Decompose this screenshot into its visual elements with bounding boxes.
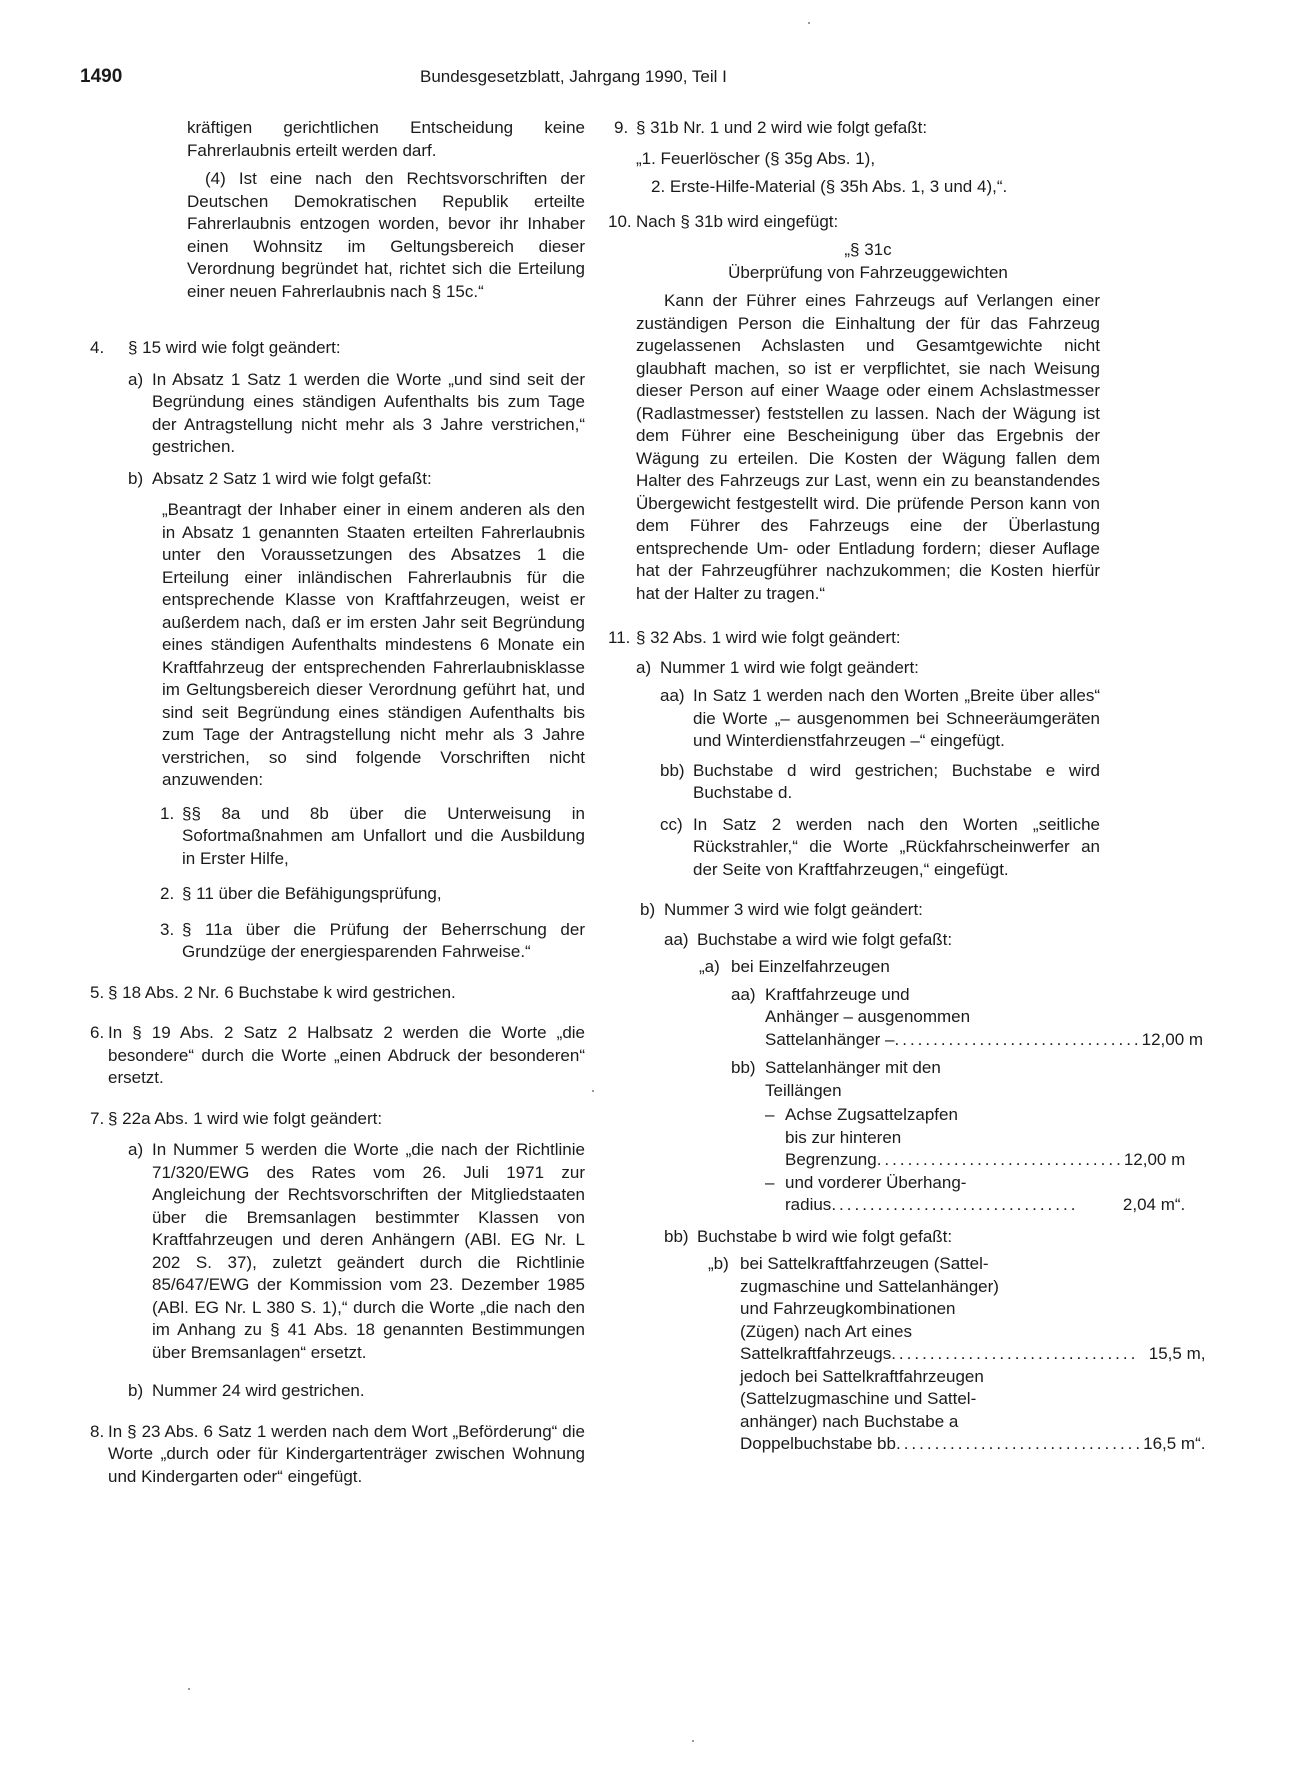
- item-7a: [128, 1139, 585, 1364]
- text-line: und Fahrzeugkombinationen: [740, 1299, 956, 1318]
- dot-leader: ................................: [894, 1029, 1142, 1049]
- item-label: 2.: [160, 884, 175, 903]
- page-number: 1490: [80, 66, 123, 87]
- item-text: Nummer 24 wird gestrichen.: [152, 1381, 365, 1400]
- text-line: anhänger) nach Buchstabe a: [740, 1411, 959, 1431]
- section-body: Kann der Führer eines Fahrzeugs auf Verlangen einer zuständigen Person die Einhaltung der für das Fahrzeug zugelassenen Achslasten und Gesamtgewichte nicht glaubhaft machen, so ist er verpflichtet, sie nach Weisung dieser Person auf einer Waage oder einem Achslastmesser (Radlastmesser) feststellen zu lassen. Nach der Wägung ist dem Führer eine Bescheinigung über das Ergebnis der Wägung zu erteilen. Die Kosten der Wägung fallen dem Halter des Fahrzeugs zur Last, wenn ein zu beanstandendes Übergewicht festgestellt wird. Die prüfende Person kann von dem Führer des Fahrzeugs eine der Überlastung entsprechende Um- oder Entladung fordern; dieser Auflage hat der Fahrzeugführer nachzukommen; die Kosten hierfür hat der Halter zu tragen.“: [636, 291, 1100, 603]
- scan-speck: [592, 1090, 594, 1092]
- dot-leader: ................................: [876, 1150, 1124, 1169]
- item-label: 10.: [608, 211, 632, 231]
- scan-speck: [808, 22, 810, 24]
- item-label: b): [640, 900, 656, 919]
- item-label: 5.: [90, 982, 105, 1002]
- continued-text: kräftigen gerichtlichen Entscheidung keine Fahrerlaubnis erteilt werden darf.: [187, 118, 585, 160]
- measure-label: radius: [785, 1195, 832, 1214]
- item-text: § 15 wird wie folgt geändert:: [128, 338, 341, 357]
- dash-bullet: –: [765, 1105, 775, 1124]
- item-label: bb): [664, 1226, 689, 1246]
- item-11a-cc: [660, 814, 1100, 882]
- item-text: § 18 Abs. 2 Nr. 6 Buchstabe k wird gestrichen.: [108, 982, 456, 1002]
- item-text: In Satz 2 werden nach den Worten „seitliche Rückstrahler,“ die Worte „Rückfahrscheinwerfer an der Seite von Kraftfahrzeugen,“ eingefügt.: [693, 814, 1100, 879]
- item-11b-aa: [664, 929, 1100, 952]
- item-11b-bb: [664, 1226, 1100, 1249]
- dot-leader: ................................: [895, 1434, 1144, 1453]
- item-11a: [636, 657, 1100, 680]
- item-label: a): [636, 657, 652, 677]
- item-label: 4.: [90, 338, 105, 357]
- item-text: In § 23 Abs. 6 Satz 1 werden nach dem Wort „Beförderung“ die Worte „durch oder für Kindergartenträger zwischen Wohnung und Kindergarten oder“ eingefügt.: [108, 1421, 585, 1486]
- item-text: § 32 Abs. 1 wird wie folgt geändert:: [636, 628, 901, 647]
- item-label: „a): [699, 957, 720, 976]
- text-line: bei Sattelkraftfahrzeugen (Sattel-: [740, 1254, 989, 1273]
- text-line: und vorderer Überhang-: [785, 1172, 967, 1192]
- item-4: [90, 337, 585, 360]
- item-4b: [128, 468, 585, 491]
- item-label: a): [128, 369, 144, 389]
- item-text: § 11 über die Befähigungsprüfung,: [182, 884, 442, 903]
- item-text: Buchstabe b wird wie folgt gefaßt:: [697, 1226, 953, 1246]
- item-text: Nummer 1 wird wie folgt geändert:: [660, 657, 919, 677]
- measure-value: 2,04 m“.: [1122, 1195, 1186, 1214]
- left-column: [90, 117, 585, 1488]
- item-11b: [640, 899, 1100, 922]
- measure-row: [765, 1029, 1203, 1052]
- measure-row: [740, 1433, 1205, 1456]
- item-label: cc): [660, 814, 683, 834]
- text-line: Achse Zugsattelzapfen: [785, 1105, 958, 1124]
- right-column: [600, 117, 1206, 1456]
- scan-speck: [692, 1740, 694, 1742]
- text-line: Kraftfahrzeuge und: [765, 984, 910, 1004]
- item-text: § 22a Abs. 1 wird wie folgt geändert:: [108, 1108, 383, 1128]
- item-label: „b): [708, 1254, 729, 1273]
- item-text: In § 19 Abs. 2 Satz 2 Halbsatz 2 werden die Worte „die besondere“ durch die Worte „einen Abdruck der besonderen“ ersetzt.: [108, 1023, 585, 1087]
- quote-item-3: [160, 919, 585, 964]
- item-7b: [128, 1380, 585, 1403]
- item-label: 1.: [160, 803, 175, 823]
- item-label: 3.: [160, 919, 175, 939]
- item-4a: [128, 369, 585, 459]
- item-text: Nummer 3 wird wie folgt geändert:: [664, 900, 923, 919]
- item-label: a): [128, 1140, 144, 1159]
- dot-leader: ................................: [891, 1344, 1139, 1363]
- item-text: § 11a über die Prüfung der Beherrschung der Grundzüge der energiesparenden Fahrweise.“: [182, 919, 585, 961]
- text-line: Teillängen: [765, 1080, 842, 1100]
- item-text: Buchstabe d wird gestrichen; Buchstabe e wird Buchstabe d.: [693, 760, 1100, 802]
- dot-leader: ................................: [831, 1195, 1079, 1214]
- item-11a-aa: [660, 685, 1100, 753]
- sub-aa: [731, 984, 1204, 1052]
- dash-item-2: [765, 1172, 1185, 1217]
- item-text: §§ 8a und 8b über die Unterweisung in Sofortmaßnahmen am Unfallort und die Ausbildung in Erster Hilfe,: [182, 803, 585, 868]
- item-11: [608, 627, 1100, 650]
- item-text: In Nummer 5 werden die Worte „die nach der Richtlinie 71/320/EWG des Rates vom 26. Juli 1971 zur Angleichung der Rechtsvorschriften der Mitgliedstaaten über die Bremsanlagen bestimmter Klassen von Kraftfahrzeugen und deren Anhängern (ABl. EG Nr. L 202 S. 37), zuletzt geändert durch die Richtlinie 85/647/EWG der Kommission vom 23. Dezember 1985 (ABl. EG Nr. L 380 S. 1),“ durch die Worte „die nach den im Anhang zu § 41 Abs. 18 genannten Bestimmungen über Bremsanlagen“ ersetzt.: [152, 1140, 585, 1362]
- item-5: [90, 982, 585, 1005]
- item-label: aa): [664, 929, 689, 949]
- item-6: [90, 1022, 585, 1090]
- section-number: „§ 31c: [844, 240, 892, 259]
- section-title: Überprüfung von Fahrzeuggewichten: [728, 262, 1008, 282]
- item-label: bb): [731, 1058, 756, 1077]
- item-label: b): [128, 1381, 144, 1400]
- measure-row: [740, 1343, 1205, 1366]
- quote-a: [699, 956, 1100, 979]
- measure-value: 16,5 m“.: [1143, 1434, 1206, 1453]
- item-label: aa): [731, 984, 756, 1004]
- item-9: [614, 117, 1100, 140]
- measure-value: 12,00 m: [1141, 1029, 1204, 1049]
- item-text: Absatz 2 Satz 1 wird wie folgt gefaßt:: [152, 468, 432, 488]
- scan-speck: [188, 1688, 190, 1690]
- text-line: (Zügen) nach Art eines: [740, 1321, 912, 1341]
- measure-label: Doppelbuchstabe bb: [740, 1434, 896, 1453]
- page-header: [0, 66, 1310, 94]
- item-text: Buchstabe a wird wie folgt gefaßt:: [697, 929, 953, 949]
- item-label: 6.: [90, 1023, 105, 1042]
- measure-label: Sattelanhänger –: [765, 1029, 895, 1049]
- item-11a-bb: [660, 760, 1100, 805]
- measure-label: Begrenzung: [785, 1150, 877, 1169]
- item-text: bei Einzelfahrzeugen: [731, 957, 890, 976]
- running-title: Bundesgesetzblatt, Jahrgang 1990, Teil I: [420, 67, 727, 86]
- text-line: bis zur hinteren: [785, 1127, 902, 1147]
- text-line: (Sattelzugmaschine und Sattel-: [740, 1389, 977, 1408]
- measure-row: [785, 1149, 1185, 1172]
- item-10: [608, 211, 1100, 234]
- text-line: Anhänger – ausgenommen: [765, 1007, 971, 1026]
- item-text: § 31b Nr. 1 und 2 wird wie folgt gefaßt:: [636, 118, 928, 137]
- sub-bb: [731, 1057, 1186, 1217]
- measure-label: Sattelkraftfahrzeugs: [740, 1344, 892, 1363]
- item-label: 8.: [90, 1421, 105, 1441]
- item-label: 11.: [608, 628, 631, 647]
- item-8: [90, 1421, 585, 1489]
- quote-line-1: „1. Feuerlöscher (§ 35g Abs. 1),: [636, 148, 876, 168]
- text-line: zugmaschine und Sattelanhänger): [740, 1276, 999, 1296]
- text-line: Sattelanhänger mit den: [765, 1058, 941, 1077]
- dash-bullet: –: [765, 1172, 775, 1192]
- item-label: b): [128, 468, 144, 488]
- quote-item-1: [160, 803, 585, 871]
- quote-line-2: 2. Erste-Hilfe-Material (§ 35h Abs. 1, 3 und 4),“.: [651, 177, 1008, 196]
- paragraph-4: (4) Ist eine nach den Rechtsvorschriften der Deutschen Demokratischen Republik erteilte Fahrerlaubnis entzogen worden, bevor ihr Inhaber einen Wohnsitz im Geltungsbereich dieser Verordnung begründet hat, richtet sich die Erteilung einer neuen Fahrerlaubnis nach § 15c.“: [187, 169, 585, 301]
- measure-value: 12,00 m: [1123, 1150, 1186, 1169]
- text-line: jedoch bei Sattelkraftfahrzeugen: [740, 1366, 984, 1386]
- item-label: bb): [660, 760, 685, 780]
- item-label: aa): [660, 686, 685, 705]
- measure-row: [785, 1194, 1185, 1217]
- quoted-paragraph: „Beantragt der Inhaber einer in einem anderen als den in Absatz 1 genannten Staaten erteilten Fahrerlaubnis unter den Voraussetzungen des Absatzes 1 die Erteilung einer inländischen Fahrerlaubnis für die entsprechende Klasse von Kraftfahrzeugen, weist er außerdem nach, daß er im ersten Jahr seit Begründung eines ständigen Aufenthalts mindestens 6 Monate ein Kraftfahrzeug der entsprechenden Fahrerlaubnisklasse im Geltungsbereich dieser Verordnung geführt hat, und sind seit Begründung eines ständigen Aufenthalts bis zum Tage der Antragstellung nicht mehr als 3 Jahre verstrichen, so sind folgende Vorschriften nicht anzuwenden:: [162, 500, 585, 789]
- quote-item-2: [160, 883, 585, 906]
- item-label: 7.: [90, 1108, 105, 1128]
- item-text: Nach § 31b wird eingefügt:: [636, 211, 839, 231]
- item-text: In Absatz 1 Satz 1 werden die Worte „und sind seit der Begründung eines ständigen Aufenthalts bis zum Tage der Antragstellung nicht mehr als 3 Jahre verstrichen,“ gestrichen.: [152, 369, 585, 456]
- item-text: In Satz 1 werden nach den Worten „Breite über alles“ die Worte „– ausgenommen bei Schneeräumgeräten und Winterdienstfahrzeugen –“ eingefügt.: [693, 686, 1100, 750]
- item-label: 9.: [614, 118, 629, 137]
- quote-b: [708, 1253, 1206, 1456]
- dash-item-1: [765, 1104, 1185, 1172]
- item-7: [90, 1108, 585, 1131]
- measure-value: 15,5 m,: [1148, 1344, 1206, 1363]
